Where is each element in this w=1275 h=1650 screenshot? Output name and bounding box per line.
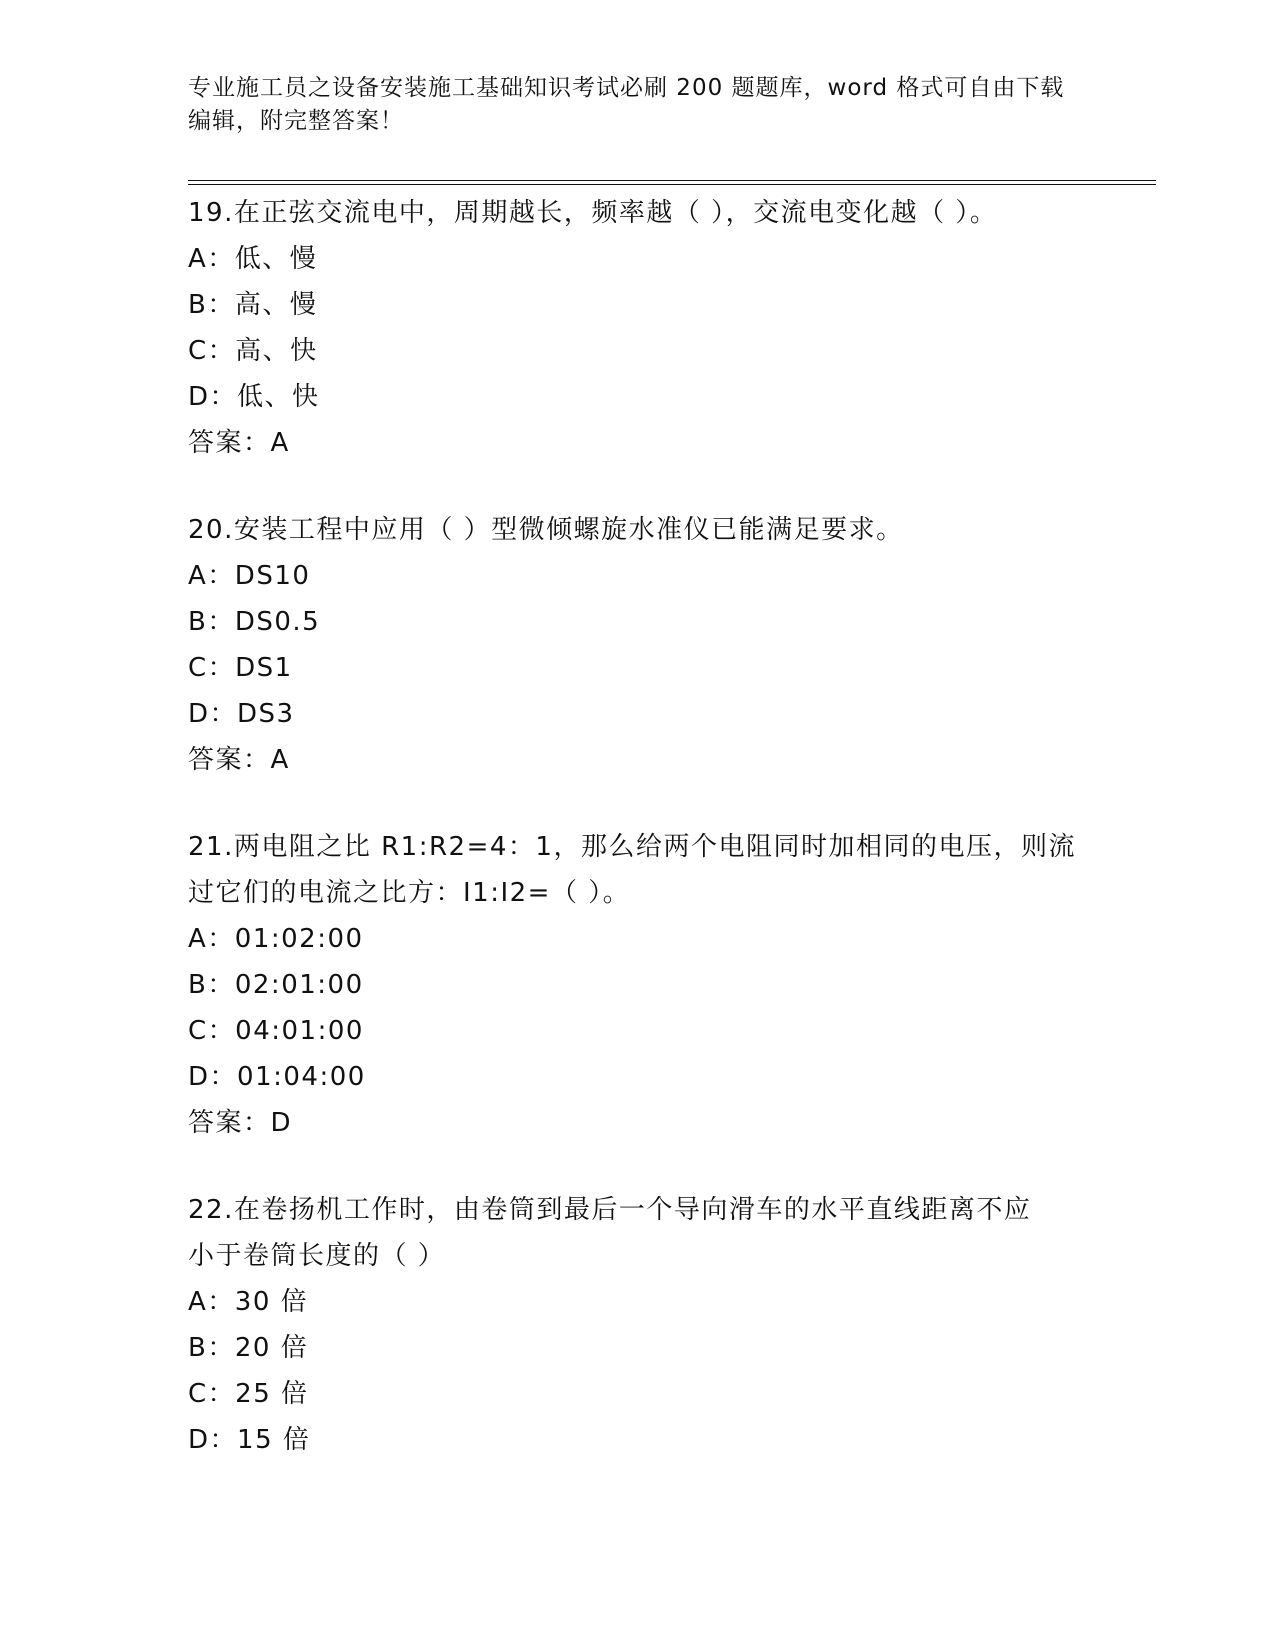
option-key: B： <box>188 1333 235 1363</box>
answer-label: 答案： <box>188 745 271 775</box>
answer-value: D <box>270 1108 293 1138</box>
option-key: B： <box>188 607 235 637</box>
answer-label: 答案： <box>188 428 271 458</box>
question-20 <box>188 507 1088 783</box>
option-a <box>188 236 1088 282</box>
option-text: 04:01:00 <box>235 1016 364 1046</box>
option-key: D： <box>188 1062 238 1092</box>
option-text: 02:01:00 <box>234 970 364 1000</box>
question-text-continued: 小于卷筒长度的（ ） <box>188 1241 446 1271</box>
option-a <box>188 1279 1088 1325</box>
option-text: DS3 <box>237 699 295 729</box>
option-key: A： <box>188 1287 235 1317</box>
option-text: 01:04:00 <box>237 1062 366 1092</box>
option-key: C： <box>188 1016 236 1046</box>
option-key: D： <box>188 699 238 729</box>
option-text: 01:02:00 <box>234 924 364 954</box>
answer-value: A <box>270 428 290 458</box>
option-text: 20 倍 <box>234 1333 309 1363</box>
option-text: 高、快 <box>235 336 318 366</box>
header-divider-bottom <box>188 184 1156 185</box>
option-key: A： <box>188 561 235 591</box>
option-key: C： <box>188 336 236 366</box>
answer-value: A <box>270 745 290 775</box>
option-key: C： <box>188 1379 236 1409</box>
question-text: 21.两电阻之比 R1:R2=4：1，那么给两个电阻同时加相同的电压，则流 <box>188 832 1076 862</box>
option-text: DS0.5 <box>234 607 321 637</box>
answer-line <box>188 1100 1088 1146</box>
option-c <box>188 328 1088 374</box>
option-key: B： <box>188 970 235 1000</box>
option-b <box>188 599 1088 645</box>
option-key: D： <box>188 1425 238 1455</box>
answer-line <box>188 420 1088 466</box>
question-text: 22.在卷扬机工作时，由卷筒到最后一个导向滑车的水平直线距离不应 <box>188 1195 1032 1225</box>
document-header <box>188 72 1088 138</box>
option-b <box>188 1325 1088 1371</box>
option-d <box>188 1054 1088 1100</box>
option-d <box>188 691 1088 737</box>
header-line-1: 专业施工员之设备安装施工基础知识考试必刷 200 题题库，word 格式可自由下载 <box>188 75 1065 101</box>
answer-label: 答案： <box>188 1108 271 1138</box>
question-list <box>188 190 1088 1504</box>
option-text: 低、慢 <box>234 244 318 274</box>
question-text: 20.安装工程中应用（ ）型微倾螺旋水准仪已能满足要求。 <box>188 515 904 545</box>
option-c <box>188 645 1088 691</box>
option-key: C： <box>188 653 236 683</box>
option-key: B： <box>188 290 235 320</box>
option-text: 高、慢 <box>234 290 318 320</box>
option-text: 15 倍 <box>237 1425 311 1455</box>
option-text: DS1 <box>235 653 293 683</box>
option-text: 30 倍 <box>234 1287 309 1317</box>
option-text: 低、快 <box>237 382 320 412</box>
option-text: 25 倍 <box>235 1379 309 1409</box>
option-d <box>188 1417 1088 1463</box>
option-b <box>188 962 1088 1008</box>
option-key: A： <box>188 244 235 274</box>
answer-line <box>188 737 1088 783</box>
question-22 <box>188 1187 1088 1463</box>
option-key: D： <box>188 382 238 412</box>
option-text: DS10 <box>234 561 311 591</box>
option-key: A： <box>188 924 235 954</box>
option-d <box>188 374 1088 420</box>
option-a <box>188 553 1088 599</box>
option-b <box>188 282 1088 328</box>
option-c <box>188 1371 1088 1417</box>
option-a <box>188 916 1088 962</box>
question-text-continued: 过它们的电流之比方：I1:I2=（ ）。 <box>188 878 631 908</box>
option-c <box>188 1008 1088 1054</box>
header-line-2: 编辑，附完整答案！ <box>188 108 404 134</box>
question-text: 19.在正弦交流电中，周期越长，频率越（ ），交流电变化越（ ）。 <box>188 198 998 228</box>
question-21 <box>188 824 1088 1146</box>
question-19 <box>188 190 1088 466</box>
header-divider-top <box>188 180 1156 181</box>
